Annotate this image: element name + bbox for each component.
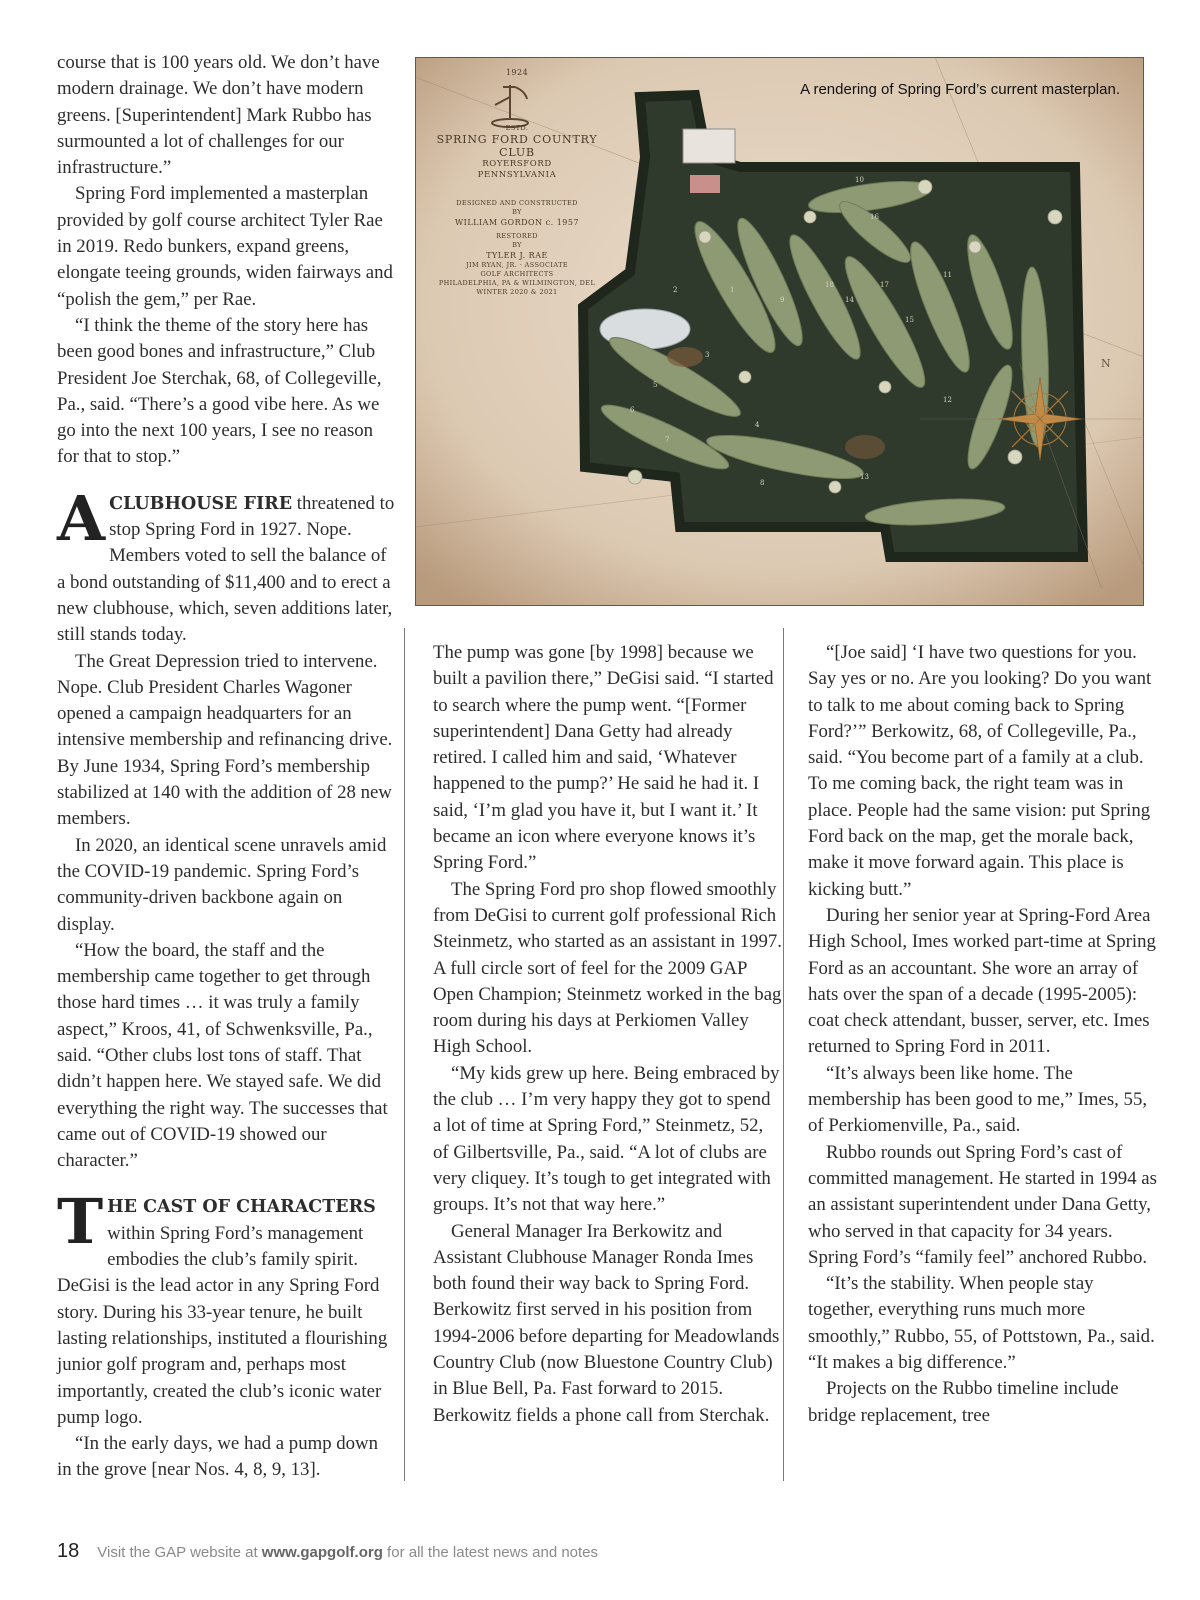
hole-number-15: 15 xyxy=(905,316,914,324)
cartouche-dates: WINTER 2020 & 2021 xyxy=(476,288,558,296)
hole-number-4: 4 xyxy=(755,421,760,429)
hole-number-5: 5 xyxy=(653,381,658,389)
cartouche-gordon: WILLIAM GORDON c. 1957 xyxy=(454,218,580,227)
cartouche-locations: PHILADELPHIA, PA & WILMINGTON, DEL xyxy=(438,279,596,287)
article-column-2 xyxy=(433,640,783,1429)
cartouche-ryan: JIM RYAN, JR. · ASSOCIATE xyxy=(465,261,568,269)
cartouche-by: BY xyxy=(512,208,522,216)
article-column-1 xyxy=(57,50,397,1484)
map-caption: A rendering of Spring Ford’s current masterplan. xyxy=(800,81,1120,98)
cartouche-est: ESTD. xyxy=(505,124,529,132)
paragraph: The Spring Ford pro shop flowed smoothly from DeGisi to current golf professional Rich Steinmetz, who started as an assistant in 1997. A full circle sort of feel for the 2009 GAP Open Champion; Steinmetz worked in the bag room during his days at Perkiomen Valley High School. xyxy=(433,878,782,1058)
paragraph: The Great Depression tried to intervene. Nope. Club President Charles Wagoner opened a campaign headquarters for an intensive membership and refinancing drive. By June 1934, Spring Ford’s membership stabilized at 140 with the addition of 28 new members. xyxy=(57,650,393,830)
hole-number-8: 8 xyxy=(760,479,765,487)
paragraph: Projects on the Rubbo timeline include bridge replacement, tree xyxy=(808,1378,1119,1426)
hole-number-16: 16 xyxy=(870,213,879,221)
cartouche-restored: RESTORED xyxy=(496,232,538,240)
footer-text-post: for all the latest news and notes xyxy=(382,1544,599,1561)
hole-number-7: 7 xyxy=(665,436,670,444)
hole-number-17: 17 xyxy=(880,281,889,289)
section-lead-text: threatened to stop Spring Ford in 1927. Nope. Members voted to sell the balance of a bond outstanding of $11,400 and to erect a new clubhouse, which, seven additions later, still stands today. xyxy=(57,492,395,646)
section-lead-paragraph xyxy=(57,1185,397,1431)
footer-text-pre: Visit the GAP website at xyxy=(97,1544,262,1561)
cartouche-by: BY xyxy=(512,241,522,249)
section-lead-paragraph xyxy=(57,481,397,649)
paragraph: “It’s the stability. When people stay together, everything runs much more smoothly,” Rubbo, 55, of Pottstown, Pa., said. “It makes a big difference.” xyxy=(808,1273,1155,1374)
cartouche-state: PENNSYLVANIA xyxy=(477,170,557,180)
cartouche-year: 1924 xyxy=(505,68,529,77)
hole-number-12: 12 xyxy=(943,396,952,404)
map-cartouche xyxy=(427,67,607,297)
section-lead-caps: CLUBHOUSE FIRE xyxy=(109,493,293,514)
hole-number-6: 6 xyxy=(630,406,635,414)
hole-number-18: 18 xyxy=(825,281,834,289)
paragraph: Rubbo rounds out Spring Ford’s cast of committed management. He started in 1994 as an assistant superintendent under Dana Getty, who served in that capacity for 34 years. Spring Ford’s “family feel” anchored Rubbo. xyxy=(808,1141,1157,1268)
page-footer xyxy=(57,1540,598,1563)
article-column-3 xyxy=(808,640,1158,1429)
drop-cap: A xyxy=(57,481,106,555)
cartouche-club-name: SPRING FORD COUNTRY CLUB xyxy=(436,133,598,159)
paragraph: “[Joe said] ‘I have two questions for you. Say yes or no. Are you looking? Do you want to talk to me about coming back to Spring Ford?’” Berkowitz, 68, of Collegeville, Pa., said. “You become part of a family at a club. To me coming back, the right team was in place. People had the same vision: put Spring Ford back on the map, get the morale back, make it move forward again. This place is kicking butt.” xyxy=(808,642,1152,900)
paragraph: The pump was gone [by 1998] because we built a pavilion there,” DeGisi said. “I started to search where the pump went. “[Former superintendent] Dana Getty had already retired. I called him and said, ‘Whatever happened to the pump?’ He said he had it. I said, ‘I’m glad you have it, but I want it.’ It became an icon where everyone knows it’s Spring Ford.” xyxy=(433,642,774,874)
course-map-figure xyxy=(415,57,1144,606)
paragraph: “My kids grew up here. Being embraced by the club … I’m very happy they got to spend a lot of time at Spring Ford,” Steinmetz, 52, of Gilbertsville, Pa., said. “A lot of clubs are very cliquey. It’s tough to get integrated with groups. It’s not that way here.” xyxy=(433,1062,780,1216)
column-rule xyxy=(404,628,405,1481)
cartouche-rae: TYLER J. RAE xyxy=(486,251,548,260)
cartouche-town: ROYERSFORD xyxy=(482,159,552,169)
hole-number-9: 9 xyxy=(780,296,785,304)
paragraph: In 2020, an identical scene unravels amid the COVID-19 pandemic. Spring Ford’s community-driven backbone again on display. xyxy=(57,834,387,935)
paragraph: General Manager Ira Berkowitz and Assistant Clubhouse Manager Ronda Imes both found their way back to Spring Ford. Berkowitz first served in his position from 1994-2006 before departing for Meadowlands Country Club (now Bluestone Country Club) in Blue Bell, Pa. Fast forward to 2015. Berkowitz fields a phone call from Sterchak. xyxy=(433,1220,780,1426)
north-label: N xyxy=(1101,357,1111,370)
paragraph: “It’s always been like home. The membership has been good to me,” Imes, 55, of Perkiomenville, Pa., said. xyxy=(808,1062,1148,1137)
page-number: 18 xyxy=(57,1540,80,1562)
paragraph: Spring Ford implemented a masterplan provided by golf course architect Tyler Rae in 2019. Redo bunkers, expand greens, elongate teeing grounds, widen fairways and “polish the gem,” per Rae. xyxy=(57,183,393,310)
drop-cap: T xyxy=(57,1185,104,1259)
hole-number-10: 10 xyxy=(855,176,864,184)
footer-website-link[interactable]: www.gapgolf.org xyxy=(261,1544,383,1561)
paragraph: course that is 100 years old. We don’t have modern drainage. We don’t have modern greens. [Superintendent] Mark Rubbo has surmounted a lot of challenges for our infrastructure.” xyxy=(57,52,380,179)
hole-number-11: 11 xyxy=(943,271,952,279)
hole-number-1: 1 xyxy=(730,286,735,294)
hole-number-3: 3 xyxy=(705,351,710,359)
section-lead-caps: HE CAST OF CHARACTERS xyxy=(107,1197,376,1218)
cartouche-designed: DESIGNED AND CONSTRUCTED xyxy=(456,199,578,207)
hole-number-13: 13 xyxy=(860,473,869,481)
hole-number-2: 2 xyxy=(673,286,678,294)
column-rule xyxy=(783,628,784,1481)
section-lead-text: within Spring Ford’s management embodies the club’s family spirit. DeGisi is the lead actor in any Spring Ford story. During his 33-year tenure, he built lasting relationships, instituted a flourishing junior golf program and, perhaps most importantly, created the club’s iconic water pump logo. xyxy=(57,1222,388,1428)
paragraph: “How the board, the staff and the membership came together to get through those hard times … it was truly a family aspect,” Kroos, 41, of Schwenksville, Pa., said. “Other clubs lost tons of staff. That didn’t happen here. We stayed safe. We did everything the right way. The successes that came out of COVID-19 showed our character.” xyxy=(57,939,388,1172)
paragraph: “I think the theme of the story here has been good bones and infrastructure,” Club President Joe Sterchak, 68, of Collegeville, Pa., said. “There’s a good vibe here. As we go into the next 100 years, I see no reason for that to stop.” xyxy=(57,314,382,468)
paragraph: “In the early days, we had a pump down in the grove [near Nos. 4, 8, 9, 13]. xyxy=(57,1433,379,1481)
cartouche-architects: GOLF ARCHITECTS xyxy=(480,270,554,278)
hole-number-14: 14 xyxy=(845,296,854,304)
paragraph: During her senior year at Spring-Ford Area High School, Imes worked part-time at Spring Ford as an accountant. She wore an array of hats over the span of a decade (1995-2005): coat check attendant, busser, server, etc. Imes returned to Spring Ford in 2011. xyxy=(808,904,1156,1058)
